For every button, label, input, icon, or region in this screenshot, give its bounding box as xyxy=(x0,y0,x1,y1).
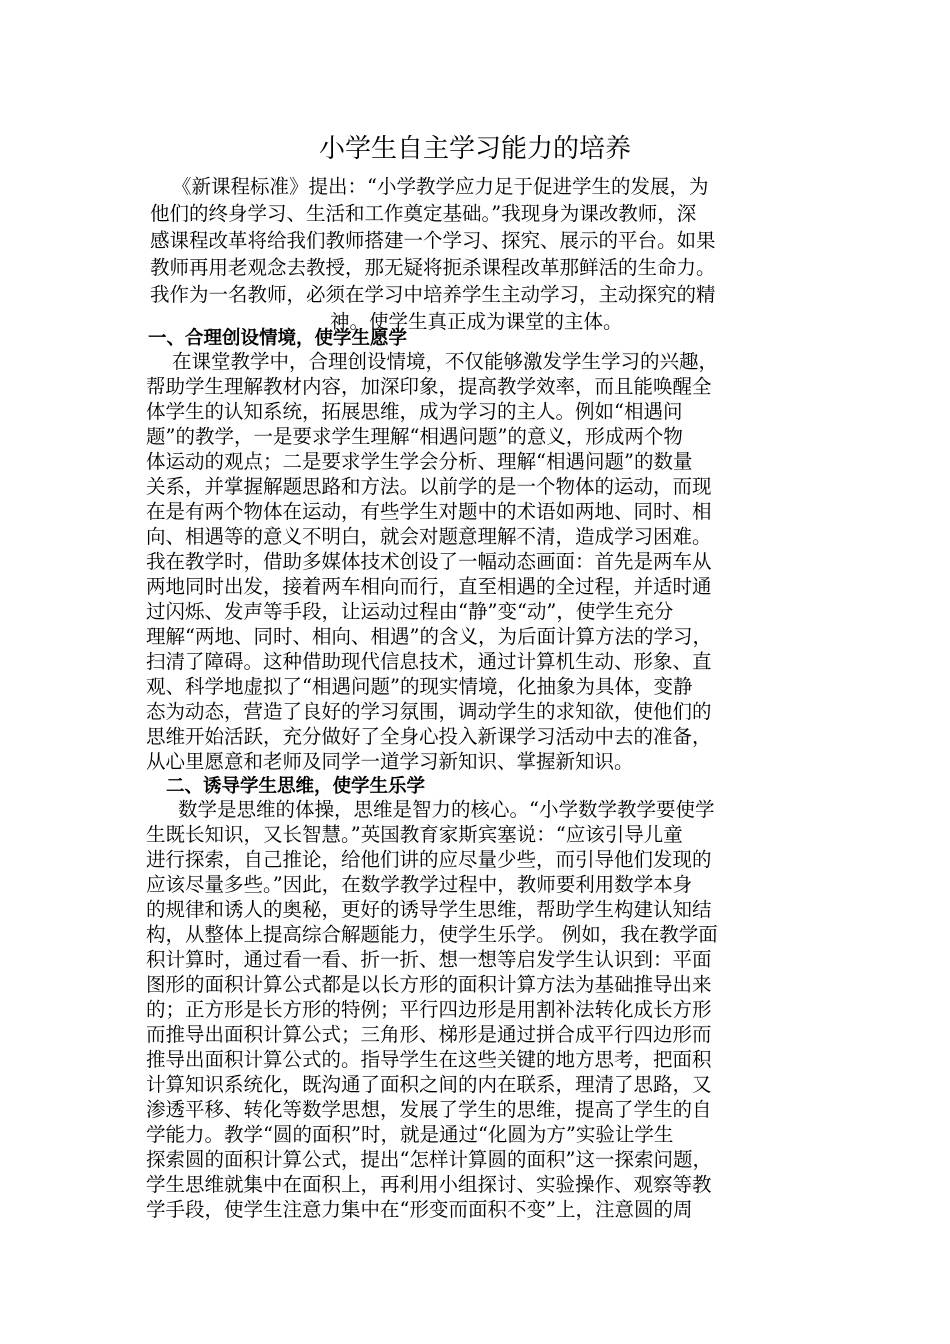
paragraph-line: 推导出面积计算公式的。指导学生在这些关键的地方思考，把面积 xyxy=(146,1048,712,1071)
paragraph-line: 关系，并掌握解题思路和方法。以前学的是一个物体的运动，而现 xyxy=(146,475,712,498)
paragraph-line: 我在教学时，借助多媒体技术创设了一幅动态画面：首先是两车从 xyxy=(146,550,712,573)
paragraph-line: 学手段，使学生注意力集中在“形变而面积不变”上，注意圆的周 xyxy=(146,1198,693,1221)
paragraph-line: 两地同时出发，接着两车相向而行，直至相遇的全过程，并适时通 xyxy=(146,575,712,598)
paragraph-line: 帮助学生理解教材内容，加深印象，提高教学效率，而且能唤醒全 xyxy=(146,375,712,398)
paragraph-line: 计算知识系统化，既沟通了面积之间的内在联系，理清了思路，又 xyxy=(146,1073,712,1096)
intro-line: 《新课程标准》提出：“小学教学应力足于促进学生的发展，为 xyxy=(172,175,709,198)
section-heading: 二、诱导学生思维，使学生乐学 xyxy=(166,776,426,797)
document-title: 小学生自主学习能力的培养 xyxy=(318,134,631,164)
paragraph-line: 观、科学地虚拟了“相遇问题”的现实情境，化抽象为具体，变静 xyxy=(146,675,693,698)
paragraph-line: 体运动的观点；二是要求学生学会分析、理解“相遇问题”的数量 xyxy=(146,450,693,473)
paragraph-line: 扫清了障碍。这种借助现代信息技术，通过计算机生动、形象、直 xyxy=(146,650,712,673)
paragraph-line: 学生思维就集中在面积上，再利用小组探讨、实验操作、观察等教 xyxy=(146,1173,712,1196)
intro-line: 我作为一名教师，必须在学习中培养学生主动学习，主动探究的精 xyxy=(150,283,716,306)
paragraph-line: 的；正方形是长方形的特例；平行四边形是用割补法转化成长方形 xyxy=(146,998,712,1021)
paragraph-line: 思维开始活跃，充分做好了全身心投入新课学习活动中去的准备， xyxy=(146,725,712,748)
paragraph-line: 理解“两地、同时、相向、相遇”的含义，为后面计算方法的学习， xyxy=(146,625,712,648)
intro-line: 感课程改革将给我们教师搭建一个学习、探究、展示的平台。如果 xyxy=(150,229,716,252)
paragraph-line: 向、相遇等的意义不明白，就会对题意理解不清，造成学习困难。 xyxy=(146,525,712,548)
paragraph-line: 而推导出面积计算公式；三角形、梯形是通过拼合成平行四边形而 xyxy=(146,1023,712,1046)
paragraph-line: 从心里愿意和老师及同学一道学习新知识、掌握新知识。 xyxy=(146,750,634,773)
paragraph-line: 图形的面积计算公式都是以长方形的面积计算方法为基础推导出来 xyxy=(146,973,712,996)
paragraph-line: 进行探索，自己推论，给他们讲的应尽量少些，而引导他们发现的 xyxy=(146,848,712,871)
intro-line: 教师再用老观念去教授，那无疑将扼杀课程改革那鲜活的生命力。 xyxy=(150,256,716,279)
paragraph-line: 构，从整体上提高综合解题能力，使学生乐学。 例如，我在教学面 xyxy=(146,923,718,946)
paragraph-line: 题”的教学，一是要求学生理解“相遇问题”的意义，形成两个物 xyxy=(146,425,683,448)
paragraph-line: 学能力。教学“圆的面积”时，就是通过“化圆为方”实验让学生 xyxy=(146,1123,674,1146)
paragraph-line: 应该尽量多些。”因此，在数学教学过程中，教师要利用数学本身 xyxy=(146,873,693,896)
intro-line: 神。使学生真正成为课堂的主体。 xyxy=(330,310,623,333)
paragraph-line: 渗透平移、转化等数学思想，发展了学生的思维，提高了学生的自 xyxy=(146,1098,712,1121)
paragraph-line: 在是有两个物体在运动，有些学生对题中的术语如两地、同时、相 xyxy=(146,500,712,523)
paragraph-line: 生既长知识，又长智慧。”英国教育家斯宾塞说：“应该引导儿童 xyxy=(146,823,683,846)
paragraph-line: 的规律和诱人的奥秘，更好的诱导学生思维，帮助学生构建认知结 xyxy=(146,898,712,921)
paragraph-line: 体学生的认知系统，拓展思维，成为学习的主人。例如“相遇问 xyxy=(146,400,683,423)
section-heading: 一、合理创设情境，使学生愿学 xyxy=(148,328,408,349)
paragraph-line: 探索圆的面积计算公式，提出“怎样计算圆的面积”这一探索问题， xyxy=(146,1148,712,1171)
paragraph-line: 在课堂教学中，合理创设情境，不仅能够激发学生学习的兴趣， xyxy=(172,350,719,373)
paragraph-line: 过闪烁、发声等手段，让运动过程由“静”变“动”，使学生充分 xyxy=(146,600,674,623)
paragraph-line: 数学是思维的体操，思维是智力的核心。“小学数学教学要使学 xyxy=(178,798,715,821)
paragraph-line: 态为动态，营造了良好的学习氛围，调动学生的求知欲，使他们的 xyxy=(146,700,712,723)
intro-line: 他们的终身学习、生活和工作奠定基础。”我现身为课改教师，深 xyxy=(150,202,697,225)
paragraph-line: 积计算时，通过看一看、折一折、想一想等启发学生认识到：平面 xyxy=(146,948,712,971)
